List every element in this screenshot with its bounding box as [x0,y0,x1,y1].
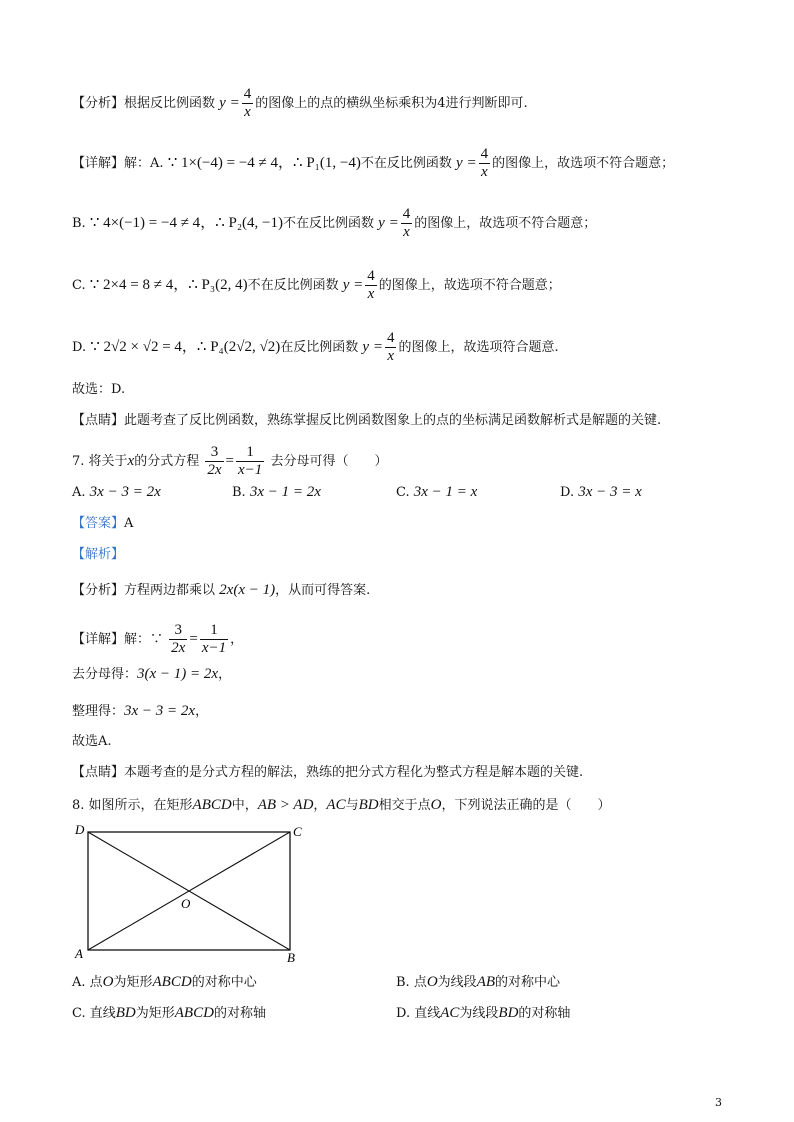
question-8-stem: 8. 如图所示，在矩形ABCD中，AB > AD，AC与BD相交于点O，下列说法正确的是（ ） [72,797,611,813]
page-number: 3 [715,1096,722,1109]
label-c: C [293,824,302,839]
q8-option-c: C. 直线BD为矩形ABCD的对称轴 [72,1005,266,1021]
analysis-tag: 【分析】 [72,96,125,111]
fraction-1-over-x-minus-1: $\frac{1}{x-1}$ [238,444,263,478]
label-b: B [287,950,295,964]
comment-tag: 【点睛】 [72,413,125,428]
label-o: O [181,896,191,911]
q7-step2-line: 整理得：3x − 3 = 2x， [72,703,209,719]
q7-step1-line: 去分母得：3(x − 1) = 2x， [72,666,232,682]
q7-option-a: A. 3x − 3 = 2x [72,484,161,500]
detail-line-a: 【详解】解：A. ∵ 1×(−4) = −4 ≠ 4，∴ P₁(1, −4)不在反比例函数 y = $\frac{4}{x}$ 的图像上，故选项不符合题意； [72,146,675,180]
q7-comment-line: 【点睛】本题考查的是分式方程的解法，熟练的把分式方程化为整式方程是解本题的关键. [72,765,584,780]
q7-option-b: B. 3x − 1 = 2x [232,484,321,500]
q8-option-a: A. 点O为矩形ABCD的对称中心 [72,974,257,990]
q8-option-d: D. 直线AC为线段BD的对称轴 [396,1005,571,1021]
q7-detail-line: 【详解】解：∵ $\frac{3}{2x}$ = $\frac{1}{x-1}$ ， [72,622,244,656]
detail-tag: 【详解】 [72,156,125,171]
answer-tag: 【答案】 [72,516,125,531]
solution-line [72,545,124,565]
q7-option-c: C. 3x − 1 = x [396,484,478,500]
fraction-4-over-x: $\frac{4}{x}$ [243,86,252,120]
detail-line-b: B. ∵ 4×(−1) = −4 ≠ 4，∴ P₂(4, −1)不在反比例函数 y = $\frac{4}{x}$ 的图像上，故选项不符合题意； [72,206,597,240]
comment-line: 【点睛】此题考查了反比例函数，熟练掌握反比例函数图象上的点的坐标满足函数解析式是解题的关键. [72,413,662,428]
answer-line: 【答案】A [72,516,134,531]
choice-line: 故选：D. [72,382,126,397]
rectangle-figure [70,820,310,964]
label-a: A [75,946,83,961]
detail-line-c: C. ∵ 2×4 = 8 ≠ 4，∴ P₃(2, 4)不在反比例函数 y = $\frac{4}{x}$ 的图像上，故选项不符合题意； [72,268,561,302]
q7-option-d: D. 3x − 3 = x [560,484,642,500]
question-7-stem: 7. 将关于x的分式方程 $\frac{3}{2x}$ = $\frac{1}{x-1}$ 去分母可得（ ） [72,444,388,478]
analysis-line: 【分析】根据反比例函数 y = $\frac{4}{x}$ 的图像上的点的横纵坐标乘积为4进行判断即可. [72,86,528,120]
solution-tag: 【解析】 [72,547,125,562]
q7-choice-line: 故选A. [72,734,112,749]
detail-line-d: D. ∵ 2√2 × √2 = 4，∴ P₄(2√2, √2)在反比例函数 y = $\frac{4}{x}$ 的图像上，故选项符合题意. [72,330,559,364]
q8-option-b: B. 点O为线段AB的对称中心 [396,974,561,990]
fraction-3-over-2x: $\frac{3}{2x}$ [207,444,222,478]
label-d: D [75,822,85,837]
q7-analysis-line: 【分析】方程两边都乘以 2x(x − 1)，从而可得答案. [72,582,371,598]
